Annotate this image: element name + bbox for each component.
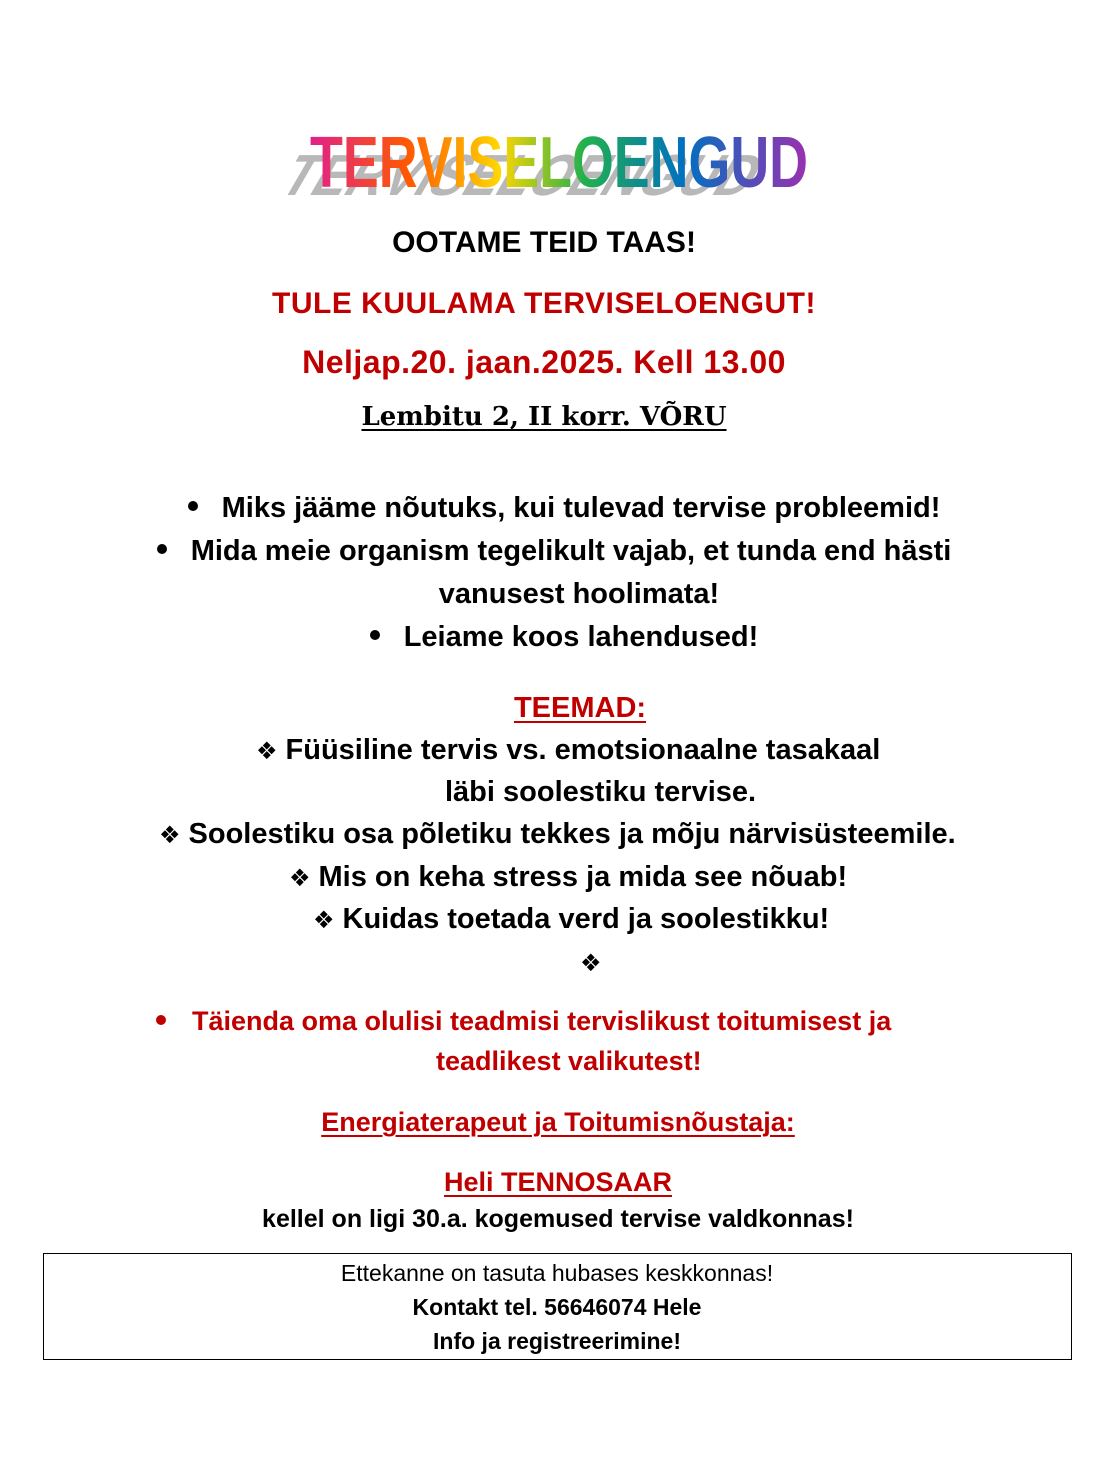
topic-continuation: läbi soolestiku tervise.: [445, 776, 757, 808]
title-shadow: TERVISELOENGUD: [270, 143, 830, 205]
footer-line-registration: Info ja registreerimine!: [433, 1328, 681, 1354]
event-datetime: Neljap.20. jaan.2025. Kell 13.00: [302, 344, 786, 380]
topics-heading: TEEMAD:: [513, 692, 647, 724]
bullet-icon: [157, 544, 167, 554]
red-bullet-continuation: teadlikest valikutest!: [436, 1046, 702, 1076]
footer-line-free: Ettekanne on tasuta hubases keskkonnas!: [340, 1260, 774, 1286]
red-bullet-item: Täienda oma olulisi teadmisi tervislikust toitumisest ja: [156, 1006, 891, 1037]
subheading: OOTAME TEID TAAS!: [392, 226, 696, 259]
presenter-role: Energiaterapeut ja Toitumisnõustaja:: [321, 1107, 795, 1137]
diamond-bullet-icon: ❖: [289, 864, 311, 892]
diamond-bullet-icon: ❖: [256, 737, 278, 765]
bullet-continuation: vanusest hoolimata!: [438, 578, 720, 610]
bullet-item: Mida meie organism tegelikult vajab, et tunda end hästi: [0, 535, 1108, 568]
bullet-icon: [156, 1015, 166, 1025]
footer-box: [43, 1253, 1072, 1360]
diamond-bullet-icon: ❖: [580, 949, 602, 977]
bullet-item: Miks jääme nõutuks, kui tulevad tervise probleemid!: [10, 492, 1108, 525]
invite-line: TULE KUULAMA TERVISELOENGUT!: [272, 287, 816, 320]
topic-item: ❖ Kuidas toetada verd ja soolestikku!: [313, 903, 830, 935]
title-wordart-svg: [270, 115, 830, 205]
title-wordart: [270, 115, 830, 205]
diamond-bullet-icon: ❖: [313, 906, 335, 934]
presenter-name: Heli TENNOSAAR: [443, 1167, 673, 1197]
event-location: Lembitu 2, II korr. VÕRU: [361, 402, 727, 432]
footer-line-contact: Kontakt tel. 56646074 Hele: [412, 1294, 702, 1320]
diamond-bullet-icon: ❖: [159, 821, 181, 849]
topic-item: ❖ Soolestiku osa põletiku tekkes ja mõju närvisüsteemile.: [159, 818, 956, 850]
bullet-icon: [370, 630, 380, 640]
title-text: TERVISELOENGUD: [310, 123, 808, 203]
empty-topic-bullet: [580, 947, 610, 978]
presenter-note: kellel on ligi 30.a. kogemused tervise valdkonnas!: [262, 1205, 854, 1233]
bullet-icon: [188, 501, 198, 511]
bullet-item: Leiame koos lahendused!: [10, 621, 1108, 654]
topic-item: ❖ Mis on keha stress ja mida see nõuab!: [289, 861, 848, 893]
topic-item: ❖ Füüsiline tervis vs. emotsionaalne tasakaal: [256, 734, 881, 766]
